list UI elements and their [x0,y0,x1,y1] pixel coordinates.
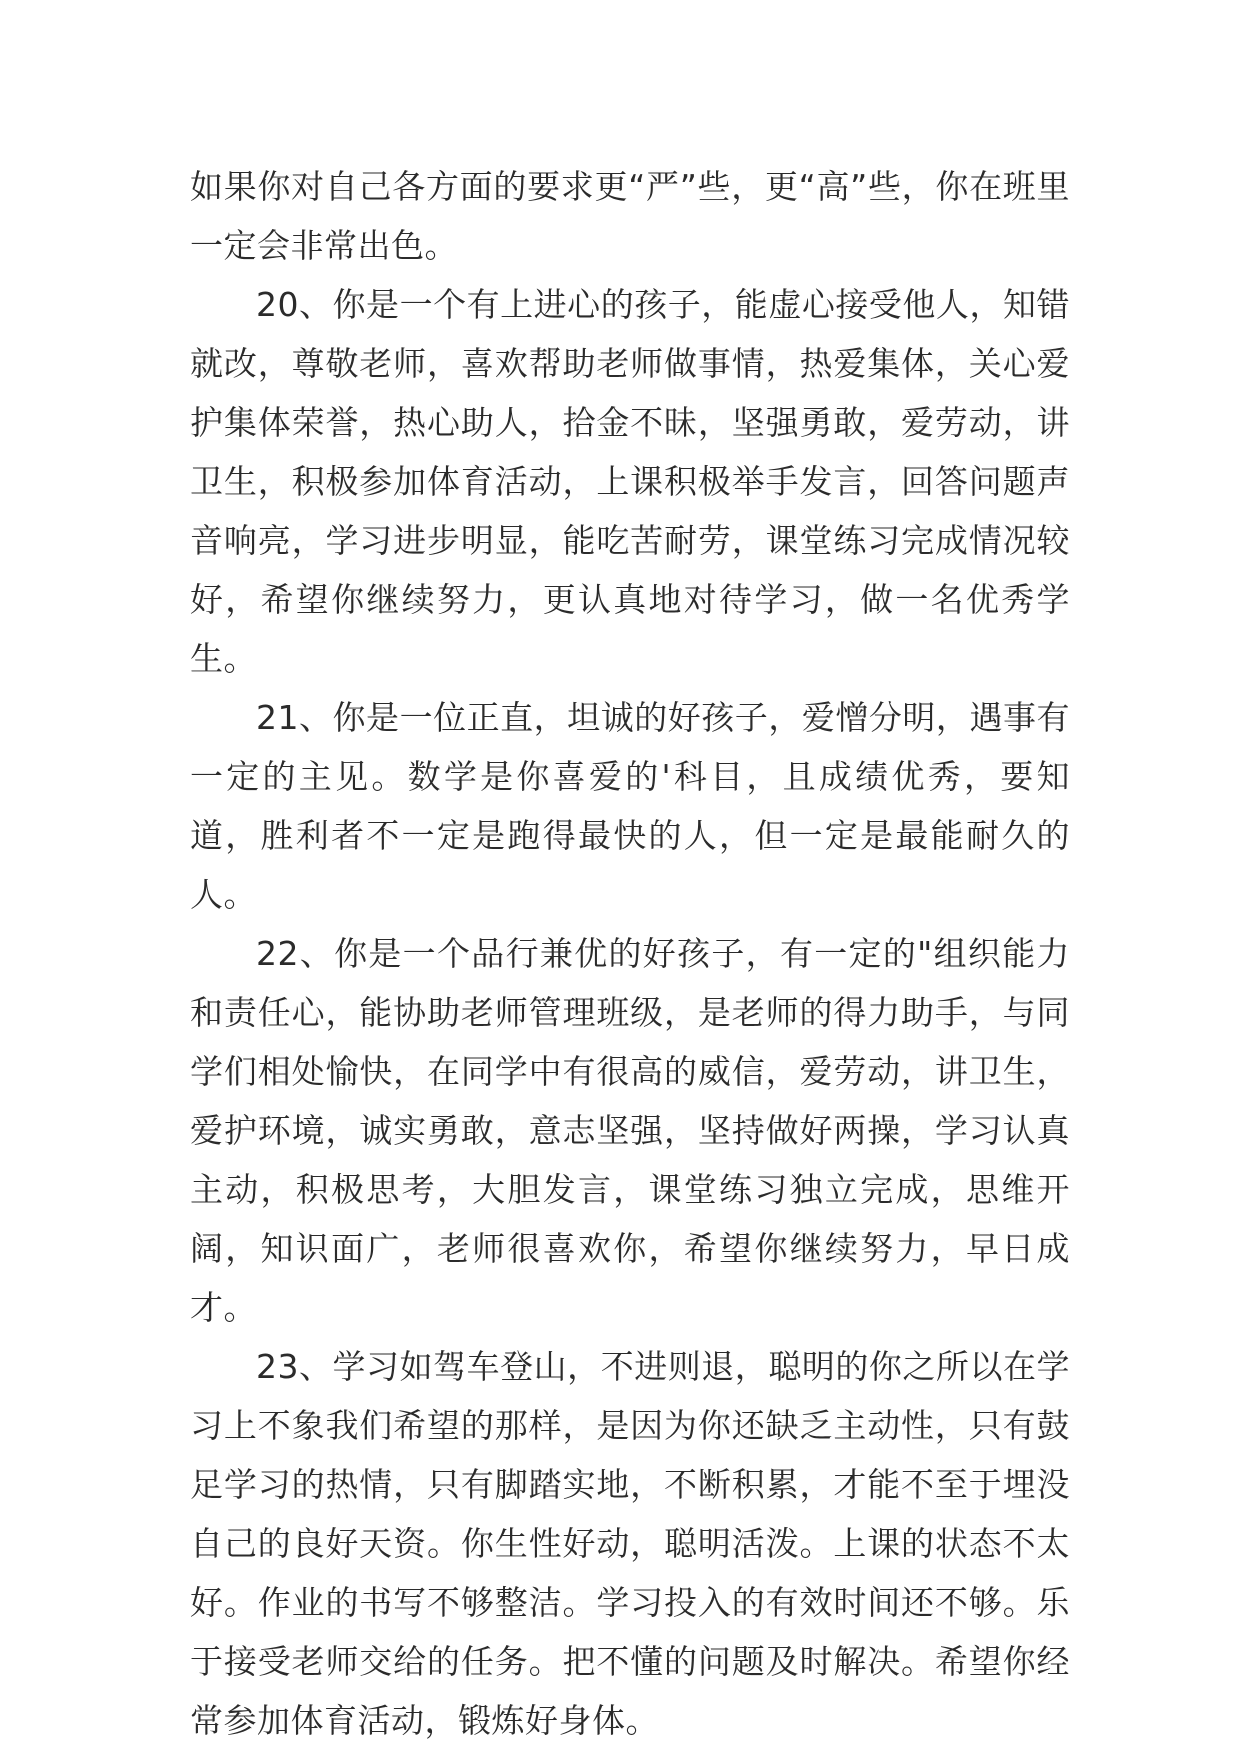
body-text [190,157,1070,1750]
paragraph-comment-22: 22、你是一个品行兼优的好孩子，有一定的"组织能力和责任心，能协助老师管理班级，是老师的得力助手，与同学们相处愉快，在同学中有很高的威信，爱劳动，讲卫生，爱护环境，诚实勇敢，意志坚强，坚持做好两操，学习认真主动，积极思考，大胆发言，课堂练习独立完成，思维开阔，知识面广，老师很喜欢你，希望你继续努力，早日成才。 [190,934,1070,1327]
paragraph-comment-20: 20、你是一个有上进心的孩子，能虚心接受他人，知错就改，尊敬老师，喜欢帮助老师做事情，热爱集体，关心爱护集体荣誉，热心助人，拾金不昧，坚强勇敢，爱劳动，讲卫生，积极参加体育活动，上课积极举手发言，回答问题声音响亮，学习进步明显，能吃苦耐劳，课堂练习完成情况较好，希望你继续努力，更认真地对待学习，做一名优秀学生。 [190,285,1070,678]
paragraph-continuation: 如果你对自己各方面的要求更“严”些，更“高”些，你在班里一定会非常出色。 [190,167,1070,265]
paragraph-comment-21: 21、你是一位正直，坦诚的好孩子，爱憎分明，遇事有一定的主见。数学是你喜爱的'科目，且成绩优秀，要知道，胜利者不一定是跑得最快的人，但一定是最能耐久的人。 [190,698,1070,914]
paragraph-comment-23: 23、学习如驾车登山，不进则退，聪明的你之所以在学习上不象我们希望的那样，是因为你还缺乏主动性，只有鼓足学习的热情，只有脚踏实地，不断积累，才能不至于埋没自己的良好天资。你生性好动，聪明活泼。上课的状态不太好。作业的书写不够整洁。学习投入的有效时间还不够。乐于接受老师交给的任务。把不懂的问题及时解决。希望你经常参加体育活动，锻炼好身体。 [190,1347,1070,1740]
